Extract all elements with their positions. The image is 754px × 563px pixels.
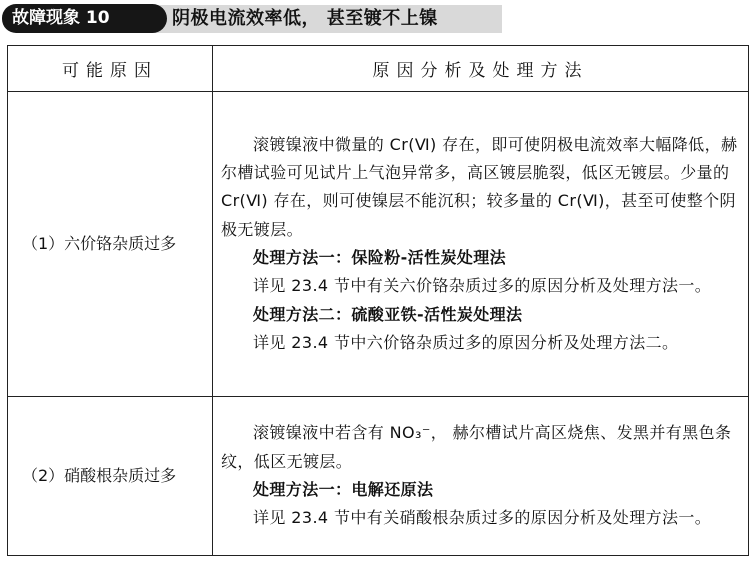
analysis-text: 滚镀镍液中若含有 NO₃⁻， 赫尔槽试片高区烧焦、发黑并有黑色条纹，低区无镀层。 bbox=[221, 423, 732, 471]
method-text: 详见 23.4 节中有关六价铬杂质过多的原因分析及处理方法一。 bbox=[253, 276, 712, 296]
analysis-cell bbox=[213, 397, 749, 556]
method-text: 详见 23.4 节中六价铬杂质过多的原因分析及处理方法二。 bbox=[253, 332, 679, 352]
cause-cell: （2）硝酸根杂质过多 bbox=[8, 397, 213, 556]
header-analysis: 原因分析及处理方法 bbox=[213, 46, 749, 92]
method-heading: 处理方法二：硫酸亚铁-活性炭处理法 bbox=[253, 304, 523, 324]
method-text: 详见 23.4 节中有关硝酸根杂质过多的原因分析及处理方法一。 bbox=[253, 508, 712, 528]
header-cause: 可能原因 bbox=[8, 46, 213, 92]
fault-title: 阴极电流效率低， 甚至镀不上镍 bbox=[172, 8, 438, 29]
cause-cell: （1）六价铬杂质过多 bbox=[8, 92, 213, 397]
analysis-cell bbox=[213, 92, 749, 397]
method-heading: 处理方法一：电解还原法 bbox=[253, 480, 434, 499]
table-row bbox=[8, 92, 749, 397]
method-heading: 处理方法一：保险粉-活性炭处理法 bbox=[253, 248, 507, 267]
section-header bbox=[0, 0, 754, 38]
analysis-text: 滚镀镍液中微量的 Cr(Ⅵ) 存在，即可使阴极电流效率大幅降低，赫尔槽试验可见试片上气泡异常多，高区镀层脆裂，低区无镀层。少量的 Cr(Ⅵ) 存在，则可使镍层不能沉积；较多量的 Cr(Ⅵ)，甚至可使整个阴极无镀层。 bbox=[221, 134, 738, 239]
table-row bbox=[8, 397, 749, 556]
fault-badge: 故障现象 10 bbox=[2, 4, 152, 33]
table-header-row bbox=[8, 46, 749, 92]
fault-table bbox=[7, 45, 749, 556]
